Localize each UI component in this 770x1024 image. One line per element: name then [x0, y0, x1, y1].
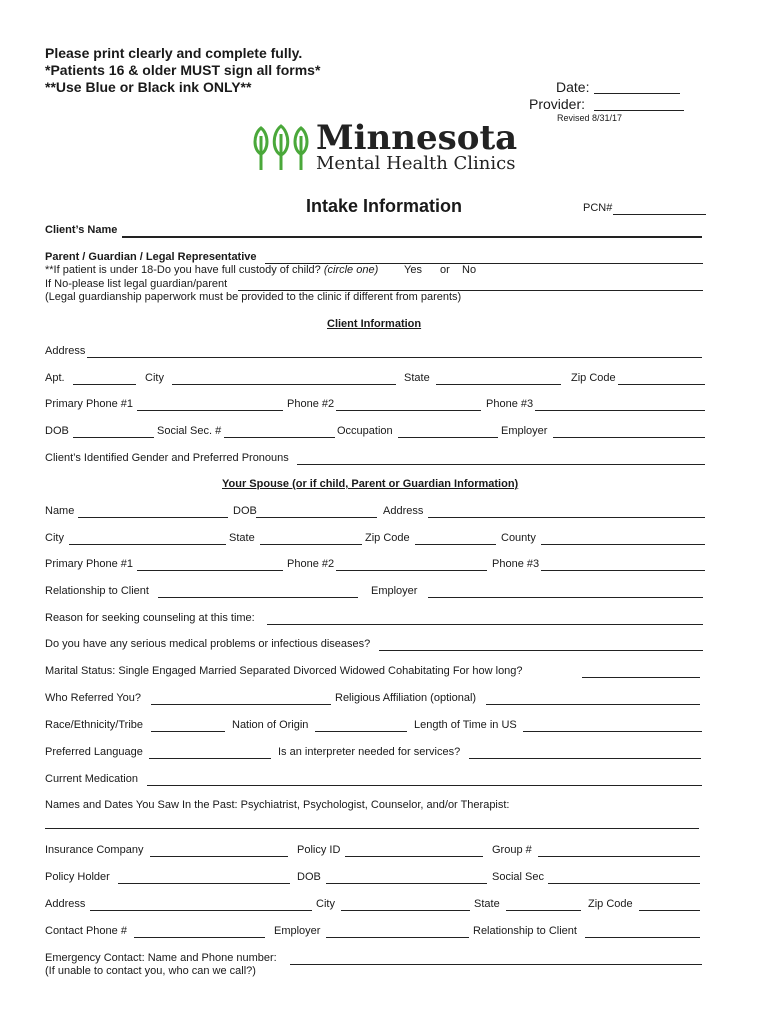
religious-label: Religious Affiliation (optional): [335, 692, 477, 704]
spouse-city-label: City: [45, 532, 64, 544]
insurance-ssn-label: Social Sec: [492, 871, 544, 883]
language-row: [45, 746, 707, 760]
nation-field[interactable]: [315, 719, 407, 732]
revised-date: Revised 8/31/17: [557, 113, 623, 123]
insurance-row: [45, 844, 707, 858]
spouse-dob-label: DOB: [233, 505, 257, 517]
paperwork-note: (Legal guardianship paperwork must be provided to the clinic if different from parents): [45, 291, 462, 303]
parent-field[interactable]: [265, 251, 703, 264]
client-info-heading: Client Information: [327, 318, 422, 330]
referred-field[interactable]: [151, 692, 331, 705]
spouse-phone2-label: Phone #2: [287, 558, 335, 570]
relationship-field[interactable]: [158, 585, 358, 598]
pcn-label: PCN#: [583, 202, 613, 214]
language-label: Preferred Language: [45, 746, 143, 758]
religious-field[interactable]: [486, 692, 700, 705]
interpreter-field[interactable]: [469, 746, 701, 759]
emergency-note: (If unable to contact you, who can we call?): [45, 965, 256, 977]
medical-field[interactable]: [379, 638, 703, 651]
contact-relationship-field[interactable]: [585, 925, 700, 938]
city-label: City: [145, 372, 164, 384]
employer-label: Employer: [501, 425, 548, 437]
phone3-label: Phone #3: [486, 398, 534, 410]
insurance-address-label: Address: [45, 898, 86, 910]
list-guardian-label: If No-please list legal guardian/parent: [45, 278, 228, 290]
reason-label: Reason for seeking counseling at this time:: [45, 612, 255, 624]
race-row: [45, 719, 707, 733]
contact-row: [45, 925, 707, 939]
spouse-city-field[interactable]: [69, 532, 226, 545]
contact-employer-label: Employer: [274, 925, 321, 937]
spouse-name-field[interactable]: [78, 505, 228, 518]
contact-phone-field[interactable]: [134, 925, 265, 938]
dob-field[interactable]: [73, 425, 154, 438]
medication-field[interactable]: [147, 773, 702, 786]
tree-icon: [251, 124, 311, 172]
spouse-phone3-label: Phone #3: [492, 558, 540, 570]
list-guardian-field[interactable]: [238, 278, 703, 291]
spouse-name-label: Name: [45, 505, 75, 517]
insurance-dob-field[interactable]: [326, 871, 487, 884]
insurance-zip-field[interactable]: [639, 898, 700, 911]
ssn-field[interactable]: [224, 425, 335, 438]
language-field[interactable]: [149, 746, 271, 759]
phone3-field[interactable]: [535, 398, 705, 411]
relationship-label: Relationship to Client: [45, 585, 149, 597]
emergency-label: Emergency Contact: Name and Phone number:: [45, 952, 277, 964]
race-label: Race/Ethnicity/Tribe: [45, 719, 144, 731]
marital-label: Marital Status: Single Engaged Married Separated Divorced Widowed Cohabitating For how long?: [45, 665, 523, 677]
instruction-print-clearly: Please print clearly and complete fully.: [45, 45, 303, 61]
medication-row: [45, 773, 707, 787]
spouse-phone3-field[interactable]: [541, 558, 705, 571]
past-providers-label: Names and Dates You Saw In the Past: Psychiatrist, Psychologist, Counselor, and/or Therapist:: [45, 799, 510, 811]
policy-id-label: Policy ID: [297, 844, 341, 856]
policy-holder-field[interactable]: [118, 871, 290, 884]
contact-employer-field[interactable]: [326, 925, 469, 938]
city-field[interactable]: [172, 372, 396, 385]
yes-option[interactable]: Yes: [404, 264, 422, 276]
insurance-company-field[interactable]: [150, 844, 288, 857]
policy-id-field[interactable]: [345, 844, 483, 857]
past-providers-row: [45, 799, 707, 813]
spouse-zip-label: Zip Code: [365, 532, 410, 544]
gender-field[interactable]: [297, 452, 705, 465]
phone1-field[interactable]: [137, 398, 283, 411]
spouse-name-row: [45, 505, 707, 519]
instruction-sign-forms: *Patients 16 & older MUST sign all forms*: [45, 62, 321, 78]
custody-question: **If patient is under 18-Do you have full custody of child? (circle one): [45, 264, 379, 276]
spouse-employer-label: Employer: [371, 585, 418, 597]
parent-label: Parent / Guardian / Legal Representative: [45, 251, 257, 263]
policy-holder-row: [45, 871, 707, 885]
no-option[interactable]: No: [462, 264, 477, 276]
phone2-field[interactable]: [336, 398, 481, 411]
address-field[interactable]: [87, 345, 702, 358]
client-name-field[interactable]: [122, 224, 702, 238]
client-dob-row: [45, 425, 707, 439]
referred-label: Who Referred You?: [45, 692, 142, 704]
spouse-county-field[interactable]: [541, 532, 705, 545]
reason-row: [45, 612, 707, 626]
marital-length-field[interactable]: [582, 665, 700, 678]
emergency-field[interactable]: [290, 952, 702, 965]
employer-field[interactable]: [553, 425, 705, 438]
pcn-field[interactable]: [613, 202, 706, 215]
logo-subtitle: Mental Health Clinics: [316, 153, 516, 174]
spouse-city-row: [45, 532, 707, 546]
spouse-relationship-row: [45, 585, 707, 599]
group-field[interactable]: [538, 844, 700, 857]
dob-label: DOB: [45, 425, 69, 437]
date-label: Date:: [556, 79, 590, 95]
nation-label: Nation of Origin: [232, 719, 309, 731]
referred-row: [45, 692, 707, 706]
zip-field[interactable]: [618, 372, 705, 385]
spouse-address-field[interactable]: [428, 505, 705, 518]
insurance-zip-label: Zip Code: [588, 898, 633, 910]
apt-field[interactable]: [73, 372, 136, 385]
medical-label: Do you have any serious medical problems or infectious diseases?: [45, 638, 371, 650]
form-title: Intake Information: [306, 196, 463, 216]
contact-phone-label: Contact Phone #: [45, 925, 127, 937]
emergency-row: [45, 952, 707, 966]
insurance-address-field[interactable]: [90, 898, 312, 911]
medication-label: Current Medication: [45, 773, 138, 785]
spouse-phone2-field[interactable]: [336, 558, 487, 571]
spouse-address-label: Address: [383, 505, 424, 517]
insurance-company-label: Insurance Company: [45, 844, 144, 856]
ssn-label: Social Sec. #: [157, 425, 222, 437]
medical-row: [45, 638, 707, 652]
address-label: Address: [45, 345, 86, 357]
spouse-county-label: County: [501, 532, 536, 544]
marital-row: [45, 665, 707, 679]
length-us-field[interactable]: [523, 719, 702, 732]
client-gender-row: [45, 452, 707, 466]
insurance-address-row: [45, 898, 707, 912]
past-providers-field[interactable]: [45, 816, 699, 829]
phone2-label: Phone #2: [287, 398, 335, 410]
phone1-label: Primary Phone #1: [45, 398, 134, 410]
spouse-phone-row: [45, 558, 707, 572]
group-label: Group #: [492, 844, 532, 856]
logo-name: Minnesota: [316, 118, 518, 158]
policy-holder-label: Policy Holder: [45, 871, 110, 883]
length-us-label: Length of Time in US: [414, 719, 517, 731]
client-address-row: [45, 345, 707, 359]
gender-label: Client’s Identified Gender and Preferred Pronouns: [45, 452, 289, 464]
provider-field[interactable]: [594, 98, 684, 111]
insurance-state-field[interactable]: [506, 898, 581, 911]
insurance-city-label: City: [316, 898, 335, 910]
spouse-dob-field[interactable]: [256, 505, 377, 518]
insurance-ssn-field[interactable]: [548, 871, 700, 884]
spouse-employer-field[interactable]: [428, 585, 703, 598]
spouse-phone1-field[interactable]: [137, 558, 283, 571]
date-field[interactable]: [594, 81, 680, 94]
apt-label: Apt.: [45, 372, 65, 384]
provider-label: Provider:: [529, 96, 586, 112]
insurance-dob-label: DOB: [297, 871, 321, 883]
occupation-field[interactable]: [398, 425, 498, 438]
insurance-state-label: State: [474, 898, 500, 910]
spouse-state-field[interactable]: [260, 532, 362, 545]
spouse-zip-field[interactable]: [415, 532, 496, 545]
client-phone-row: [45, 398, 707, 412]
spouse-phone1-label: Primary Phone #1: [45, 558, 134, 570]
contact-relationship-label: Relationship to Client: [473, 925, 577, 937]
zip-label: Zip Code: [571, 372, 616, 384]
client-apt-row: [45, 372, 707, 386]
occupation-label: Occupation: [337, 425, 393, 437]
state-label: State: [404, 372, 430, 384]
spouse-state-label: State: [229, 532, 255, 544]
spouse-info-heading: Your Spouse (or if child, Parent or Guardian Information): [222, 478, 519, 490]
insurance-city-field[interactable]: [341, 898, 470, 911]
instruction-ink: **Use Blue or Black ink ONLY**: [45, 79, 252, 95]
race-field[interactable]: [151, 719, 225, 732]
state-field[interactable]: [436, 372, 561, 385]
or-text: or: [440, 264, 450, 276]
client-name-label: Client’s Name: [45, 224, 118, 236]
interpreter-label: Is an interpreter needed for services?: [278, 746, 461, 758]
reason-field[interactable]: [267, 612, 703, 625]
